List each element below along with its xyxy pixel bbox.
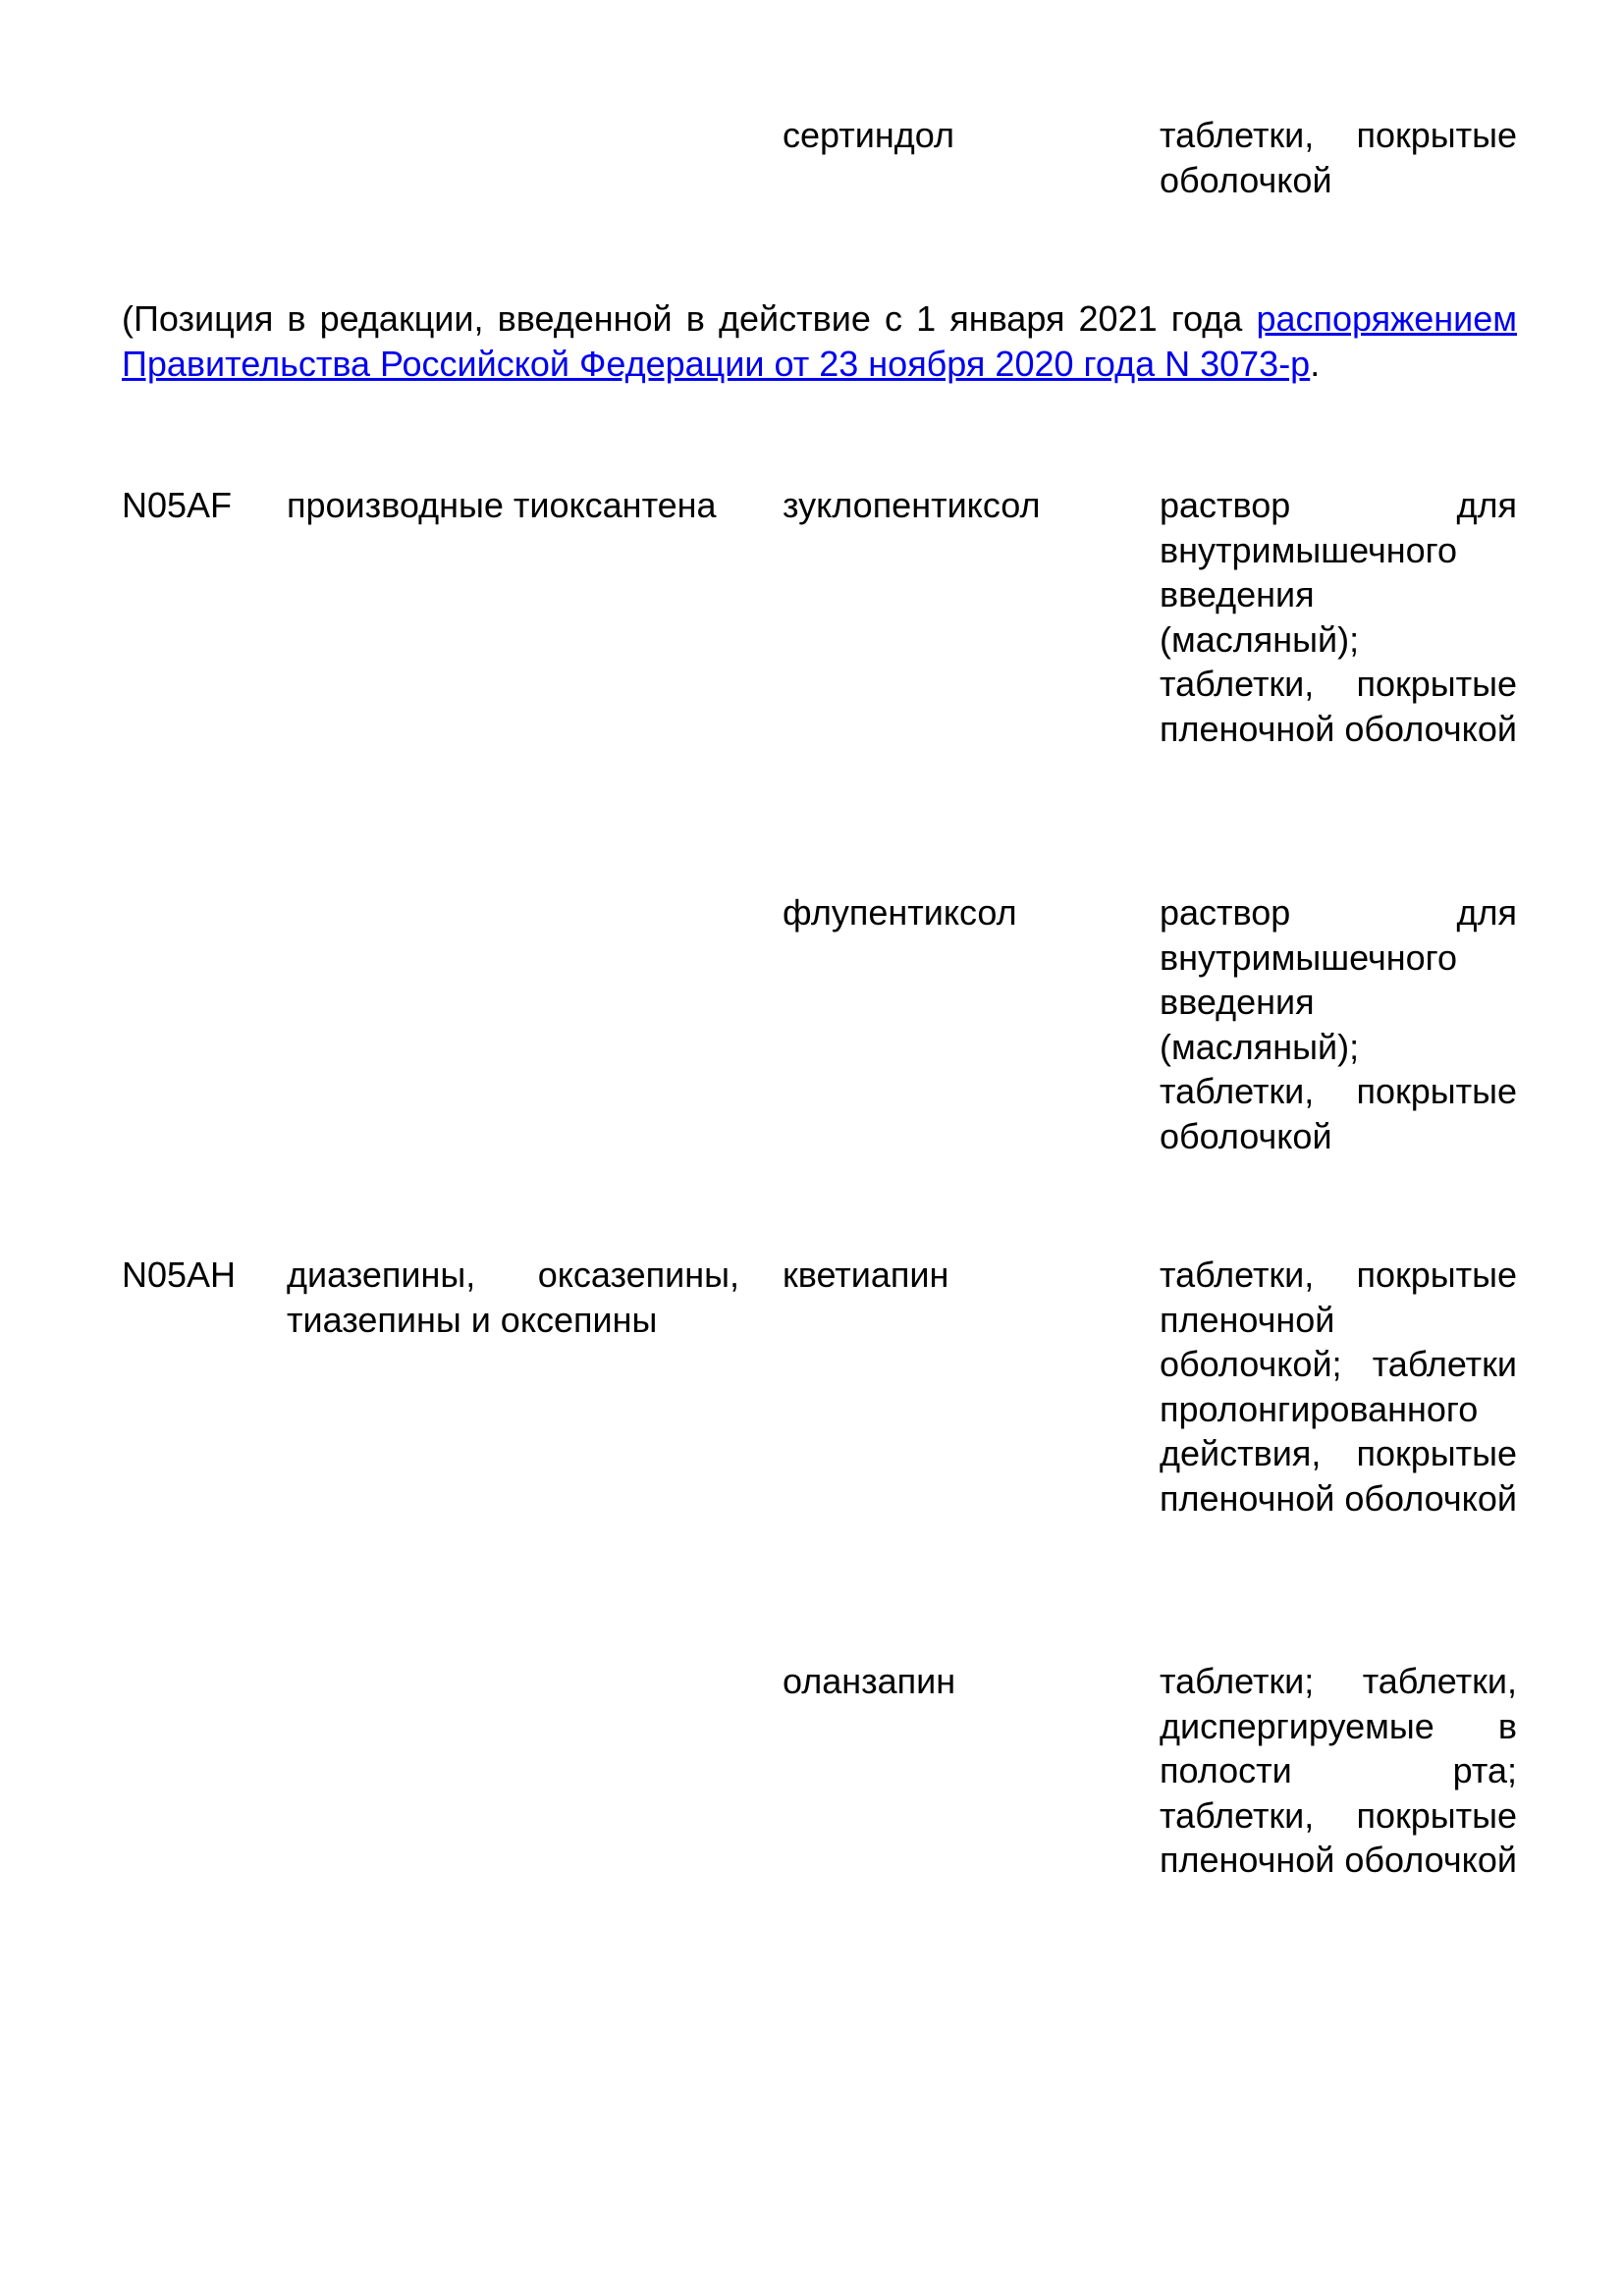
dosage-form: раствор для внутримышечного введения (масляный); таблетки, покрытые оболочкой — [1160, 892, 1517, 1156]
dosage-form: таблетки, покрытые оболочкой — [1160, 115, 1517, 200]
note-prefix: (Позиция в редакции, введенной в действие с 1 января 2021 года — [122, 298, 1257, 339]
drug-name: зуклопентиксол — [783, 485, 1041, 525]
drug-name: кветиапин — [783, 1255, 949, 1295]
atc-code: N05AH — [122, 1255, 237, 1295]
decree-link[interactable]: распоряжением Правительства Российской Федерации от 23 ноября 2020 года N 3073-р — [122, 298, 1517, 384]
drug-name: оланзапин — [783, 1661, 956, 1701]
note-suffix: . — [1310, 343, 1321, 384]
dosage-form: раствор для внутримышечного введения (масляный); таблетки, покрытые пленочной оболочкой — [1160, 485, 1517, 749]
drug-name: флупентиксол — [783, 892, 1017, 933]
atc-code: N05AF — [122, 485, 233, 525]
atc-group-name: диазепины, оксазепины, тиазепины и оксепины — [287, 1255, 739, 1340]
dosage-form: таблетки; таблетки, диспергируемые в полости рта; таблетки, покрытые пленочной оболочкой — [1160, 1661, 1517, 1880]
amendment-note — [122, 296, 1517, 386]
dosage-form: таблетки, покрытые пленочной оболочкой; таблетки пролонгированного действия, покрытые пленочной оболочкой — [1160, 1255, 1517, 1519]
drug-name: сертиндол — [783, 115, 954, 155]
atc-group-name: производные тиоксантена — [287, 485, 717, 525]
